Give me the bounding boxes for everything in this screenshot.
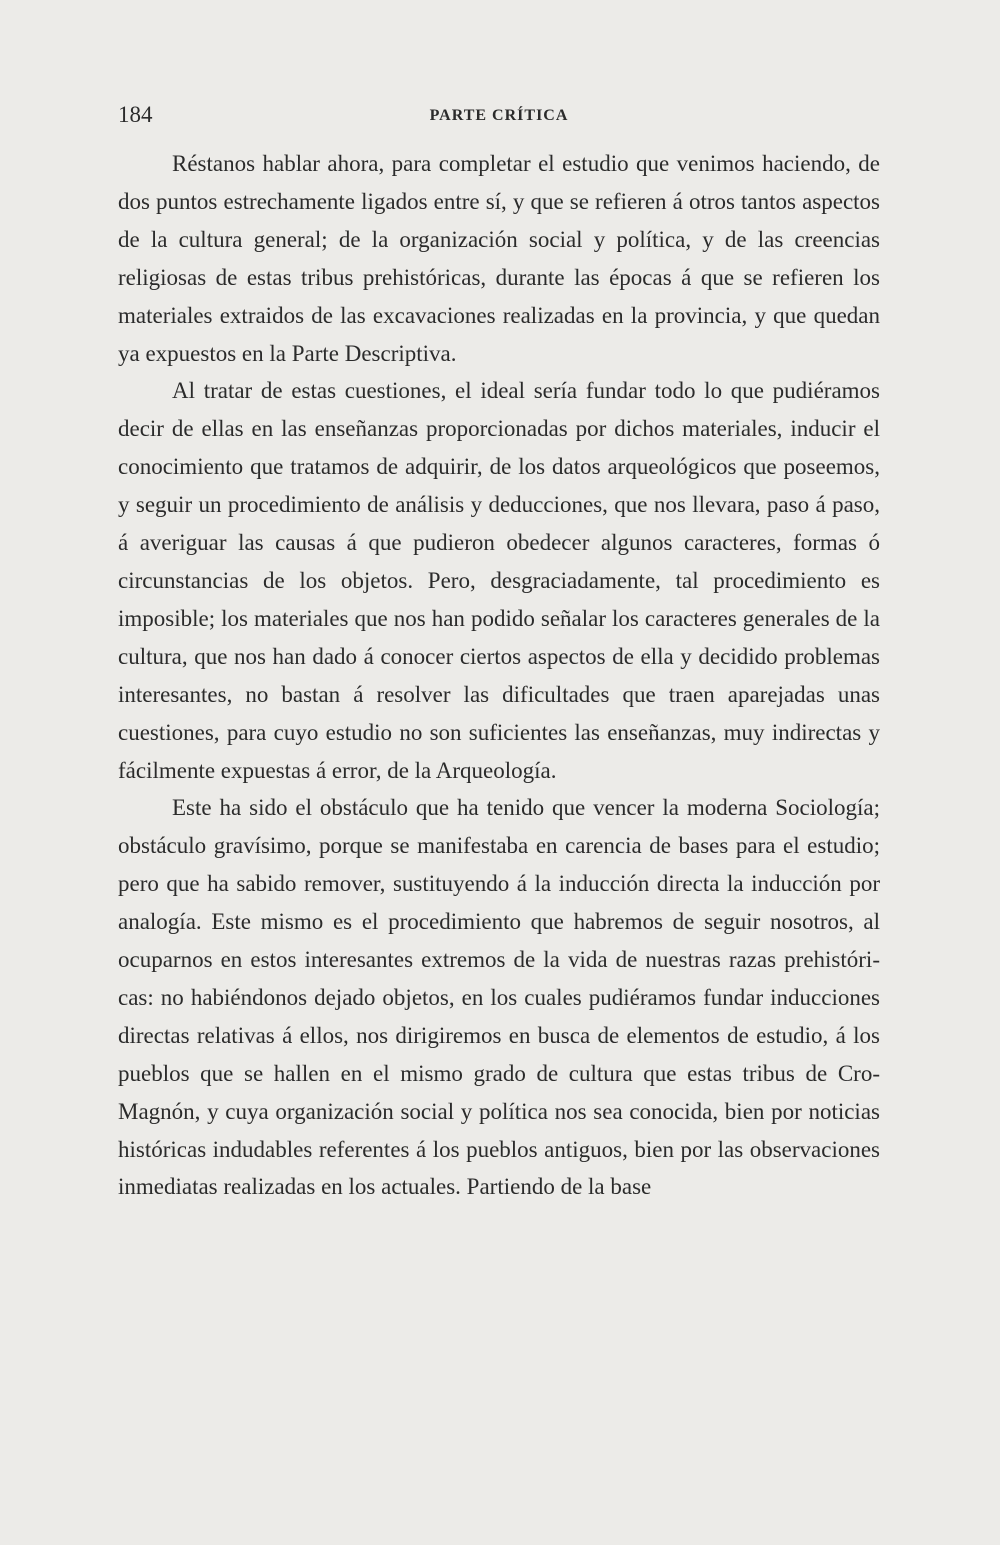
running-head — [118, 100, 880, 130]
body-text — [118, 145, 880, 1206]
paragraph: Este ha sido el obstáculo que ha tenido que vencer la moderna Sociología; obstáculo gravísimo, porque se manifestaba en carencia de bases para el estudio; pero que ha sabido remover, sustituyendo á la inducción directa la inducción por analogía. Este mismo es el procedimiento que habremos de seguir nosotros, al ocuparnos en estos interesantes extremos de la vida de nuestras razas prehistóricas: no habiéndonos dejado objetos, en los cuales pudiéramos fundar inducciones directas relativas á ellos, nos dirigiremos en busca de elementos de estudio, á los pueblos que se hallen en el mismo grado de cultura que estas tribus de Cro-Magnón, y cuya organización social y política nos sea conocida, bien por noticias históricas indudables referentes á los pueblos antiguos, bien por las observaciones inmediatas realizadas en los actuales. Partiendo de la base — [118, 795, 880, 1200]
page-number: 184 — [118, 102, 153, 127]
running-title: PARTE CRÍTICA — [429, 107, 569, 124]
paragraph: Al tratar de estas cuestiones, el ideal sería fundar todo lo que pudiéramos decir de ellas en las enseñanzas proporcionadas por dichos materiales, inducir el conocimiento que tratamos de adquirir, de los datos arqueológicos que poseemos, y seguir un procedimiento de análisis y deducciones, que nos llevara, paso á paso, á averiguar las causas á que pudieron obedecer algunos caracteres, formas ó circunstancias de los objetos. Pero, desgraciadamente, tal procedimiento es imposible; los materiales que nos han podido señalar los caracteres generales de la cultura, que nos han dado á conocer ciertos aspectos de ella y decidido problemas interesantes, no bastan á resolver las dificultades que traen aparejadas unas cuestiones, para cuyo estudio no son suficientes las enseñanzas, muy indirectas y fácilmente expuestas á error, de la Arqueología. — [118, 378, 880, 783]
paragraph: Réstanos hablar ahora, para completar el estudio que venimos haciendo, de dos puntos estrechamente ligados entre sí, y que se refieren á otros tantos aspectos de la cultura general; de la organización social y política, y de las creencias religiosas de estas tribus prehistóricas, durante las épocas á que se refieren los materiales extraidos de las excavaciones realizadas en la provincia, y que quedan ya expuestos en la Parte Descriptiva. — [118, 151, 880, 366]
